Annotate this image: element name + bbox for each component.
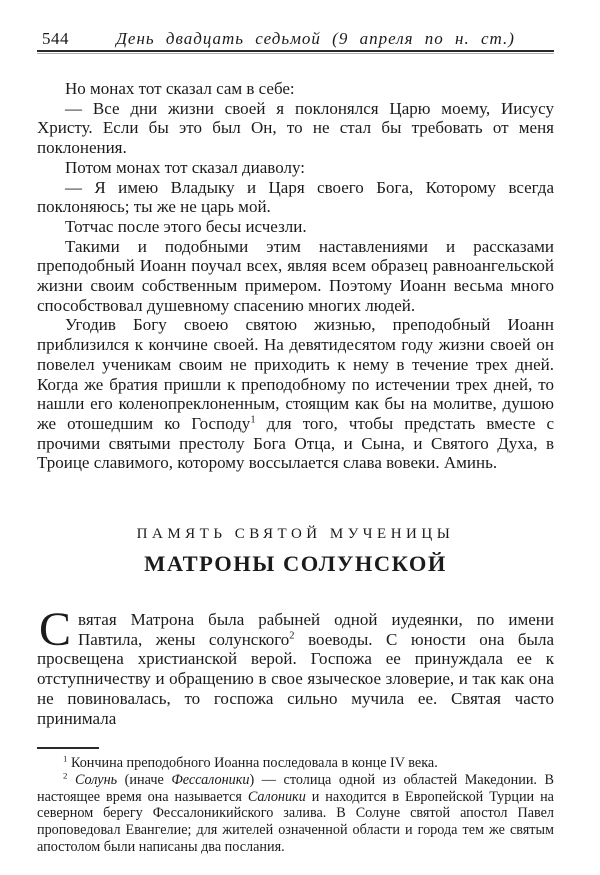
running-title: День двадцать седьмой (9 апреля по н. ст.): [116, 29, 515, 48]
paragraph: — Я имею Владыку и Царя своего Бога, Которому всегда поклоняюсь; ты же не царь мой.: [37, 177, 554, 217]
footnote-text: Солунь: [75, 771, 118, 788]
footnote-number: 2: [63, 770, 68, 781]
page-number: 544: [42, 29, 69, 48]
paragraph: Но монах тот сказал сам в себе:: [65, 79, 295, 98]
footnote-text: ) — столица одной из областей Македонии. В настоящее время она называется: [37, 771, 555, 805]
text-column: [37, 0, 554, 856]
paragraph: — Все дни жизни своей я поклонялся Царю моему, Иисусу Христу. Если бы это был Он, то не стал бы требовать от меня поклонения.: [37, 98, 554, 158]
paragraph: Потом монах тот сказал диаволу:: [65, 157, 305, 177]
opening-paragraph: [37, 603, 554, 728]
paragraph: Тотчас после этого бесы исчезли.: [65, 216, 307, 236]
footnote-text: (иначе: [117, 771, 172, 788]
paragraph: [37, 315, 554, 473]
header-rule-thick: [37, 50, 554, 52]
section-kicker: ПАМЯТЬ СВЯТОЙ МУЧЕНИЦЫ: [136, 526, 455, 543]
header-rule-thin: [37, 53, 554, 54]
footnote-text: Фессалоники: [171, 771, 250, 788]
paragraph-text: вятая Матрона была рабыней одной иудеянки, по имени Павтила, жены солунского: [78, 610, 554, 649]
drop-cap: С: [39, 603, 72, 657]
footnote-text: и находится в Европейской Турции на северном берегу Фессалоникийского залива. В Солуне святой апостол Павел проповедовал Евангелие; для жителей означенной области и города тем же святым апостолом были написаны два послания.: [37, 788, 554, 855]
footnote: [37, 772, 554, 856]
paragraph: Такими и подобными этим наставлениями и рассказами преподобный Иоанн поучал всех, являя всем образец равноангельской жизни своим собственным примером. Поэтому Иоанн весьма много способствовал душевному спасению многих людей.: [37, 236, 554, 315]
paragraph-text: для того, чтобы предстать вместе с прочими святыми престолу Бога Отца, и Сына, и Святого Духа, в Троице славимого, которому воссылается слава вовеки. Аминь.: [37, 413, 555, 473]
footnote-separator: [37, 747, 99, 749]
header-rule: [37, 50, 554, 54]
footnote-text: Салоники: [247, 788, 306, 805]
footnote-ref-1: 1: [250, 414, 256, 426]
footnote-ref-2: 2: [289, 630, 295, 642]
paragraph-text: Угодив Богу своею святою жизнью, преподобный Иоанн приблизился к кончине своей. На девятидесятом году жизни своей он повелел ученикам своим не приходить к нему в течение трех дней. Когда же братия пришли к преподобному по истечении трех дней, то нашли его коленопреклоненным, стоящим как бы на молитве, душою же отошедшим ко Господу: [37, 315, 554, 433]
footnote-number: 1: [63, 753, 68, 764]
page-header: [37, 29, 554, 48]
main-text: [37, 79, 554, 473]
footnote: [37, 755, 554, 772]
footnote-text: Кончина преподобного Иоанна последовала в конце IV века.: [70, 755, 438, 772]
footnotes: [37, 755, 554, 855]
section-title: МАТРОНЫ СОЛУНСКОЙ: [144, 551, 447, 577]
paragraph-text: воеводы. С юности она была просвещена христианской верой. Госпожа ее принуждала ее к отступничеству и обращению в свое языческое зловерие, и так как она не повиновалась, то госпожа сильно мучила ее. Святая часто принимала: [37, 629, 554, 728]
